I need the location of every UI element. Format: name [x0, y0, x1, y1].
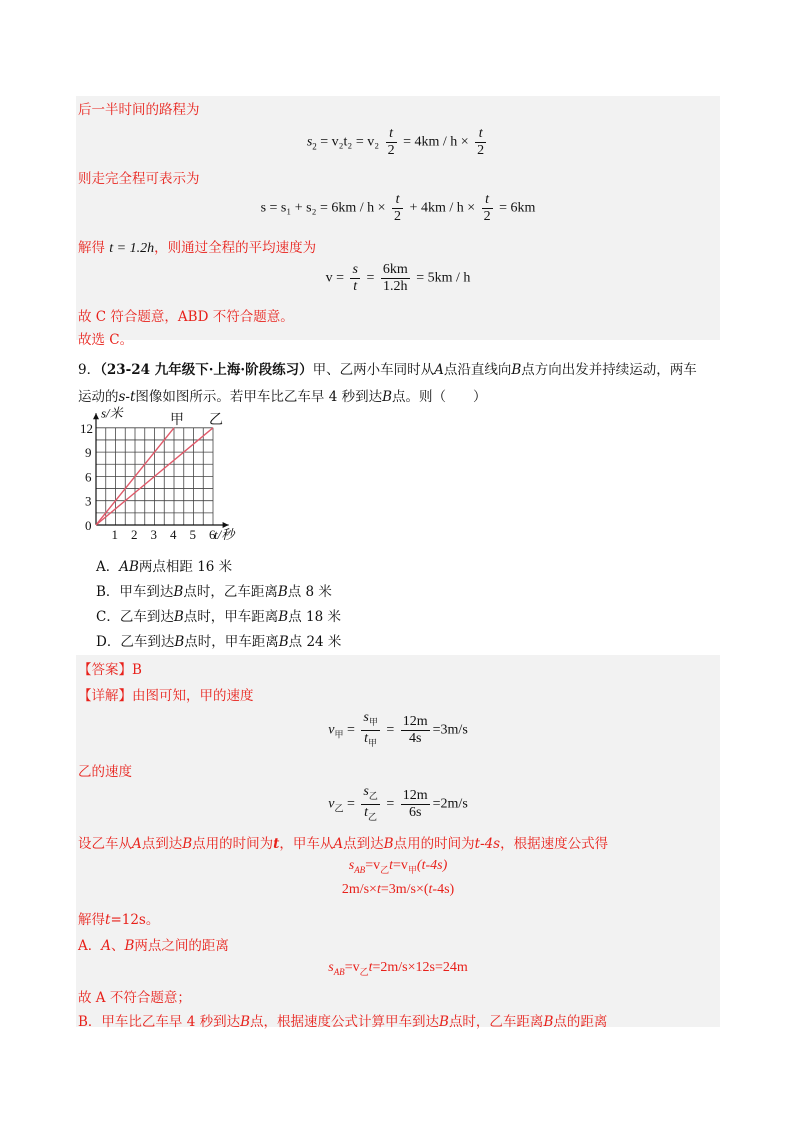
equation-v-jia: $v_甲$ = $\frac{s_甲}{t_甲}$ = $\frac{12m}{4s}$ =3m/s: [328, 710, 468, 748]
x-tick-label: 1: [111, 527, 118, 542]
solution-line-total: 则走完全程可表示为: [78, 171, 200, 187]
y-axis-label: s/米: [101, 405, 123, 421]
y-tick-label: 12: [80, 420, 93, 436]
yi-speed-line: 乙的速度: [78, 764, 132, 780]
solution-line-solve: 解得 t = 1.2h，则通过全程的平均速度为: [78, 240, 317, 256]
part-a-line: A．A、B两点之间的距离: [78, 938, 229, 954]
y-tick-label: 9: [85, 445, 92, 461]
y-tick-label: 6: [85, 469, 92, 485]
question-stem-line2: 运动的s-t图像如图所示。若甲车比乙车早 4 秒到达B点。则（ ）: [78, 389, 487, 405]
y-axis-arrow: [93, 413, 99, 419]
equation-sab-1: $s_{AB}=v_乙t=v_甲(t-4s)$: [348, 858, 448, 875]
x-tick-label: 5: [189, 527, 196, 542]
equation-total: s = s₁ + s₂ = 6km / h × $\frac{t}{2}$ + 4km / h × $\frac{t}{2}$ = 6km: [260, 192, 536, 224]
option-d[interactable]: D．乙车到达B点时，甲车距离B点 24 米: [96, 634, 342, 650]
x-tick-label: 4: [170, 527, 177, 542]
equation-sab-2: $s_{AB}=v_乙t=2m/s\times 12s=24m$: [328, 960, 468, 977]
option-b[interactable]: B．甲车到达B点时，乙车距离B点 8 米: [96, 584, 332, 600]
equation-v-yi: $v_乙$ = $\frac{s_乙}{t_乙}$ = $\frac{12m}{6s}$ =2m/s: [328, 784, 468, 822]
y-tick-label: 3: [85, 493, 92, 509]
x-tick-label: 6: [209, 527, 216, 542]
solution-conclusion: 故 C 符合题意，ABD 不符合题意。: [78, 309, 294, 325]
question-stem-line1: 9．（23-24 九年级下·上海·阶段练习）甲、乙两小车同时从A点沿直线向B点方向出发并持续运动，两车: [78, 362, 697, 378]
assume-line: 设乙车从A点到达B点用的时间为t，甲车从A点到达B点用的时间为t-4s，根据速度公式得: [78, 836, 609, 852]
part-a-conclusion: 故 A 不符合题意；: [78, 990, 191, 1006]
solution-choose: 故选 C。: [78, 332, 134, 348]
question-source: （23-24 九年级下·上海·阶段练习）: [100, 362, 313, 378]
solution-line-half: 后一半时间的路程为: [78, 102, 200, 118]
x-tick-label: 3: [150, 527, 157, 542]
equation-s2: $s_2 = v_2t_2 = v_2$ $\frac{t}{2}$ = 4km / h × $\frac{t}{2}$: [306, 126, 485, 158]
equation-average-speed: v = $\frac{s}{t}$ = $\frac{6km}{1.2h}$ = 5km / h: [325, 262, 471, 294]
st-chart: [82, 405, 262, 545]
x-tick-label: 2: [131, 527, 138, 542]
option-c[interactable]: C．乙车到达B点时，甲车距离B点 18 米: [96, 609, 341, 625]
solve-t-line: 解得t=12s。: [78, 912, 160, 928]
y-tick-label: 0: [85, 518, 92, 533]
part-b-line: B．甲车比乙车早 4 秒到达B点，根据速度公式计算甲车到达B点时，乙车距离B点的距离: [78, 1014, 608, 1030]
x-axis-label: t/秒: [213, 527, 235, 542]
option-a[interactable]: A．AB两点相距 16 米: [96, 559, 233, 575]
equation-line2: 2m/s×t=3m/s×(t-4s): [341, 882, 455, 897]
series-label-jia: 甲: [170, 412, 184, 428]
answer-line: 【答案】B: [78, 662, 142, 678]
detail-line: 【详解】由图可知，甲的速度: [78, 688, 254, 704]
series-label-yi: 乙: [209, 412, 223, 428]
